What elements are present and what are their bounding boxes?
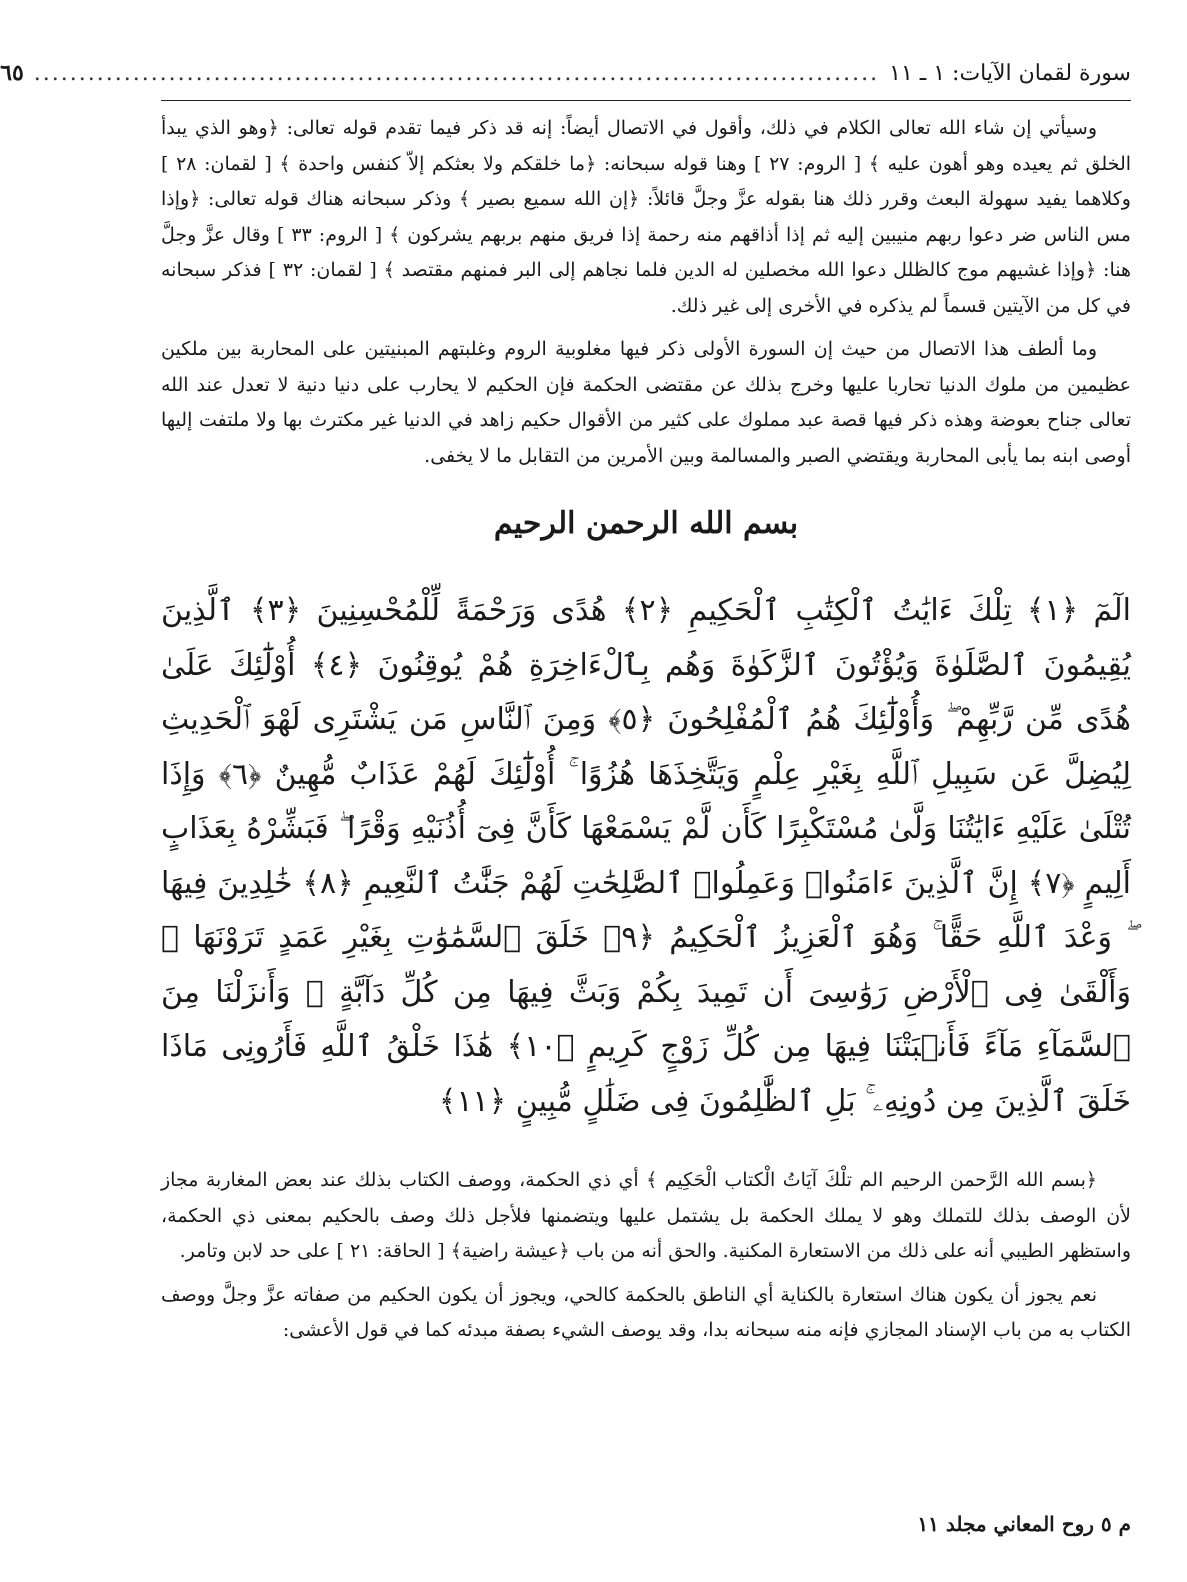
running-head-title: سورة لقمان الآيات: ١ ـ ١١ [889, 61, 1131, 86]
footer-signature: م ٥ روح المعاني مجلد ١١ [917, 1512, 1131, 1536]
tafsir-section [161, 1163, 1131, 1349]
intro-section [161, 111, 1131, 474]
tafsir-paragraph: ﴿بسم الله الرَّحمن الرحيم الم تلْكَ آيَاتُ الْكتاب الْحَكِيم ﴾ أي ذي الحكمة، ووصف الكتاب بذلك عند بعض المغاربة مجاز لأن الوصف بذلك للتملك وهو لا يملك الحكمة بل يشتمل عليها ويتضمنها فلأجل ذلك وصف بالحكيم بمعنى ذي الحكمة، واستظهر الطيبي أنه على ذلك من الاستعارة المكنية. والحق أنه من باب ﴿عيشة راضية﴾ [ الحاقة: ٢١ ] على حد لابن وتامر. [161, 1169, 1131, 1262]
leader-dots: .............................................................................................. [33, 61, 880, 86]
basmala-heading: بسم الله الرحمن الرحيم [493, 506, 799, 541]
quran-verses: الٓمٓ ﴿١﴾ تِلْكَ ءَايَٰتُ ٱلْكِتَٰبِ ٱلْحَكِيمِ ﴿٢﴾ هُدًى وَرَحْمَةً لِّلْمُحْسِنِينَ ﴿٣﴾ ٱلَّذِينَ يُقِيمُونَ ٱلصَّلَوٰةَ وَيُؤْتُونَ ٱلزَّكَوٰةَ وَهُم بِٱلْءَاخِرَةِ هُمْ يُوقِنُونَ ﴿٤﴾ أُوْلَٰٓئِكَ عَلَىٰ هُدًى مِّن رَّبِّهِمْ ۖ وَأُوْلَٰٓئِكَ هُمُ ٱلْمُفْلِحُونَ ﴿٥﴾ وَمِنَ ٱلنَّاسِ مَن يَشْتَرِى لَهْوَ ٱلْحَدِيثِ لِيُضِلَّ عَن سَبِيلِ ٱللَّهِ بِغَيْرِ عِلْمٍ وَيَتَّخِذَهَا هُزُوًا ۚ أُوْلَٰٓئِكَ لَهُمْ عَذَابٌ مُّهِينٌ ﴿٦﴾ وَإِذَا تُتْلَىٰ عَلَيْهِ ءَايَٰتُنَا وَلَّىٰ مُسْتَكْبِرًا كَأَن لَّمْ يَسْمَعْهَا كَأَنَّ فِىٓ أُذُنَيْهِ وَقْرًا ۖ فَبَشِّرْهُ بِعَذَابٍ أَلِيمٍ ﴿٧﴾ إِنَّ ٱلَّذِينَ ءَامَنُوا۟ وَعَمِلُوا۟ ٱلصَّٰلِحَٰتِ لَهُمْ جَنَّٰتُ ٱلنَّعِيمِ ﴿٨﴾ خَٰلِدِينَ فِيهَا ۖ وَعْدَ ٱللَّهِ حَقًّا ۚ وَهُوَ ٱلْعَزِيزُ ٱلْحَكِيمُ ﴿٩﴾ خَلَقَ ٱلسَّمَٰوَٰتِ بِغَيْرِ عَمَدٍ تَرَوْنَهَا ۖ وَأَلْقَىٰ فِى ٱلْأَرْضِ رَوَٰسِىَ أَن تَمِيدَ بِكُمْ وَبَثَّ فِيهَا مِن كُلِّ دَآبَّةٍ ۚ وَأَنزَلْنَا مِنَ ٱلسَّمَآءِ مَآءً فَأَنۢبَتْنَا فِيهَا مِن كُلِّ زَوْجٍ كَرِيمٍ ﴿١٠﴾ هَٰذَا خَلْقُ ٱللَّهِ فَأَرُونِى مَاذَا خَلَقَ ٱلَّذِينَ مِن دُونِهِۦ ۚ بَلِ ٱلظَّٰلِمُونَ فِى ضَلَٰلٍ مُّبِينٍ ﴿١١﴾ [161, 593, 1132, 1119]
tafsir-paragraph: نعم يجوز أن يكون هناك استعارة بالكناية أي الناطق بالحكمة كالحي، ويجوز أن يكون الحكيم من صفاته عزَّ وجلَّ ووصف الكتاب به من باب الإسناد المجازي فإنه منه سبحانه بدا، وقد يوصف الشيء بصفة مبدئه كما في قول الأعشى: [161, 1283, 1131, 1341]
intro-paragraph: وسيأتي إن شاء الله تعالى الكلام في ذلك، وأقول في الاتصال أيضاً: إنه قد ذكر فيما تقدم قوله تعالى: ﴿وهو الذي يبدأ الخلق ثم يعيده وهو أهون عليه ﴾ [ الروم: ٢٧ ] وهنا قوله سبحانه: ﴿ما خلقكم ولا بعثكم إلاّ كنفس واحدة ﴾ [ لقمان: ٢٨ ] وكلاهما يفيد سهولة البعث وقرر ذلك هنا بقوله عزَّ وجلَّ قائلاً: ﴿إن الله سميع بصير ﴾ وذكر سبحانه هناك قوله تعالى: ﴿وإذا مس الناس ضر دعوا ربهم منيبين إليه ثم إذا أذاقهم منه رحمة إذا فريق منهم بربهم يشركون ﴾ [ الروم: ٣٣ ] وقال عزَّ وجلَّ هنا: ﴿وإذا غشيهم موج كالظلل دعوا الله مخصلين له الدين فلما نجاهم إلى البر فمنهم مقتصد ﴾ [ لقمان: ٣٢ ] فذكر سبحانه في كل من الآيتين قسماً لم يذكره في الأخرى إلى غير ذلك. [161, 117, 1132, 317]
running-head [0, 60, 1131, 101]
page-number: ٦٥ [0, 60, 24, 86]
page [0, 60, 1132, 1349]
intro-paragraph: وما ألطف هذا الاتصال من حيث إن السورة الأولى ذكر فيها مغلوبية الروم وغلبتهم المبنيتين على المحاربة بين ملكين عظيمين من ملوك الدنيا تحاربا عليها وخرج بذلك عن مقتضى الحكمة فإن الحكيم لا يحارب على دنيا دنية لا تعدل عند الله تعالى جناح بعوضة وهذه ذكر فيها قصة عبد مملوك على كثير من الأقوال حكيم زاهد في الدنيا غير مكترث بها ولا ملتفت إليها أوصى ابنه بما يأبى المحاربة ويقتضي الصبر والمسالمة وبين الأمرين من التقابل ما لا يخفى. [161, 338, 1131, 467]
